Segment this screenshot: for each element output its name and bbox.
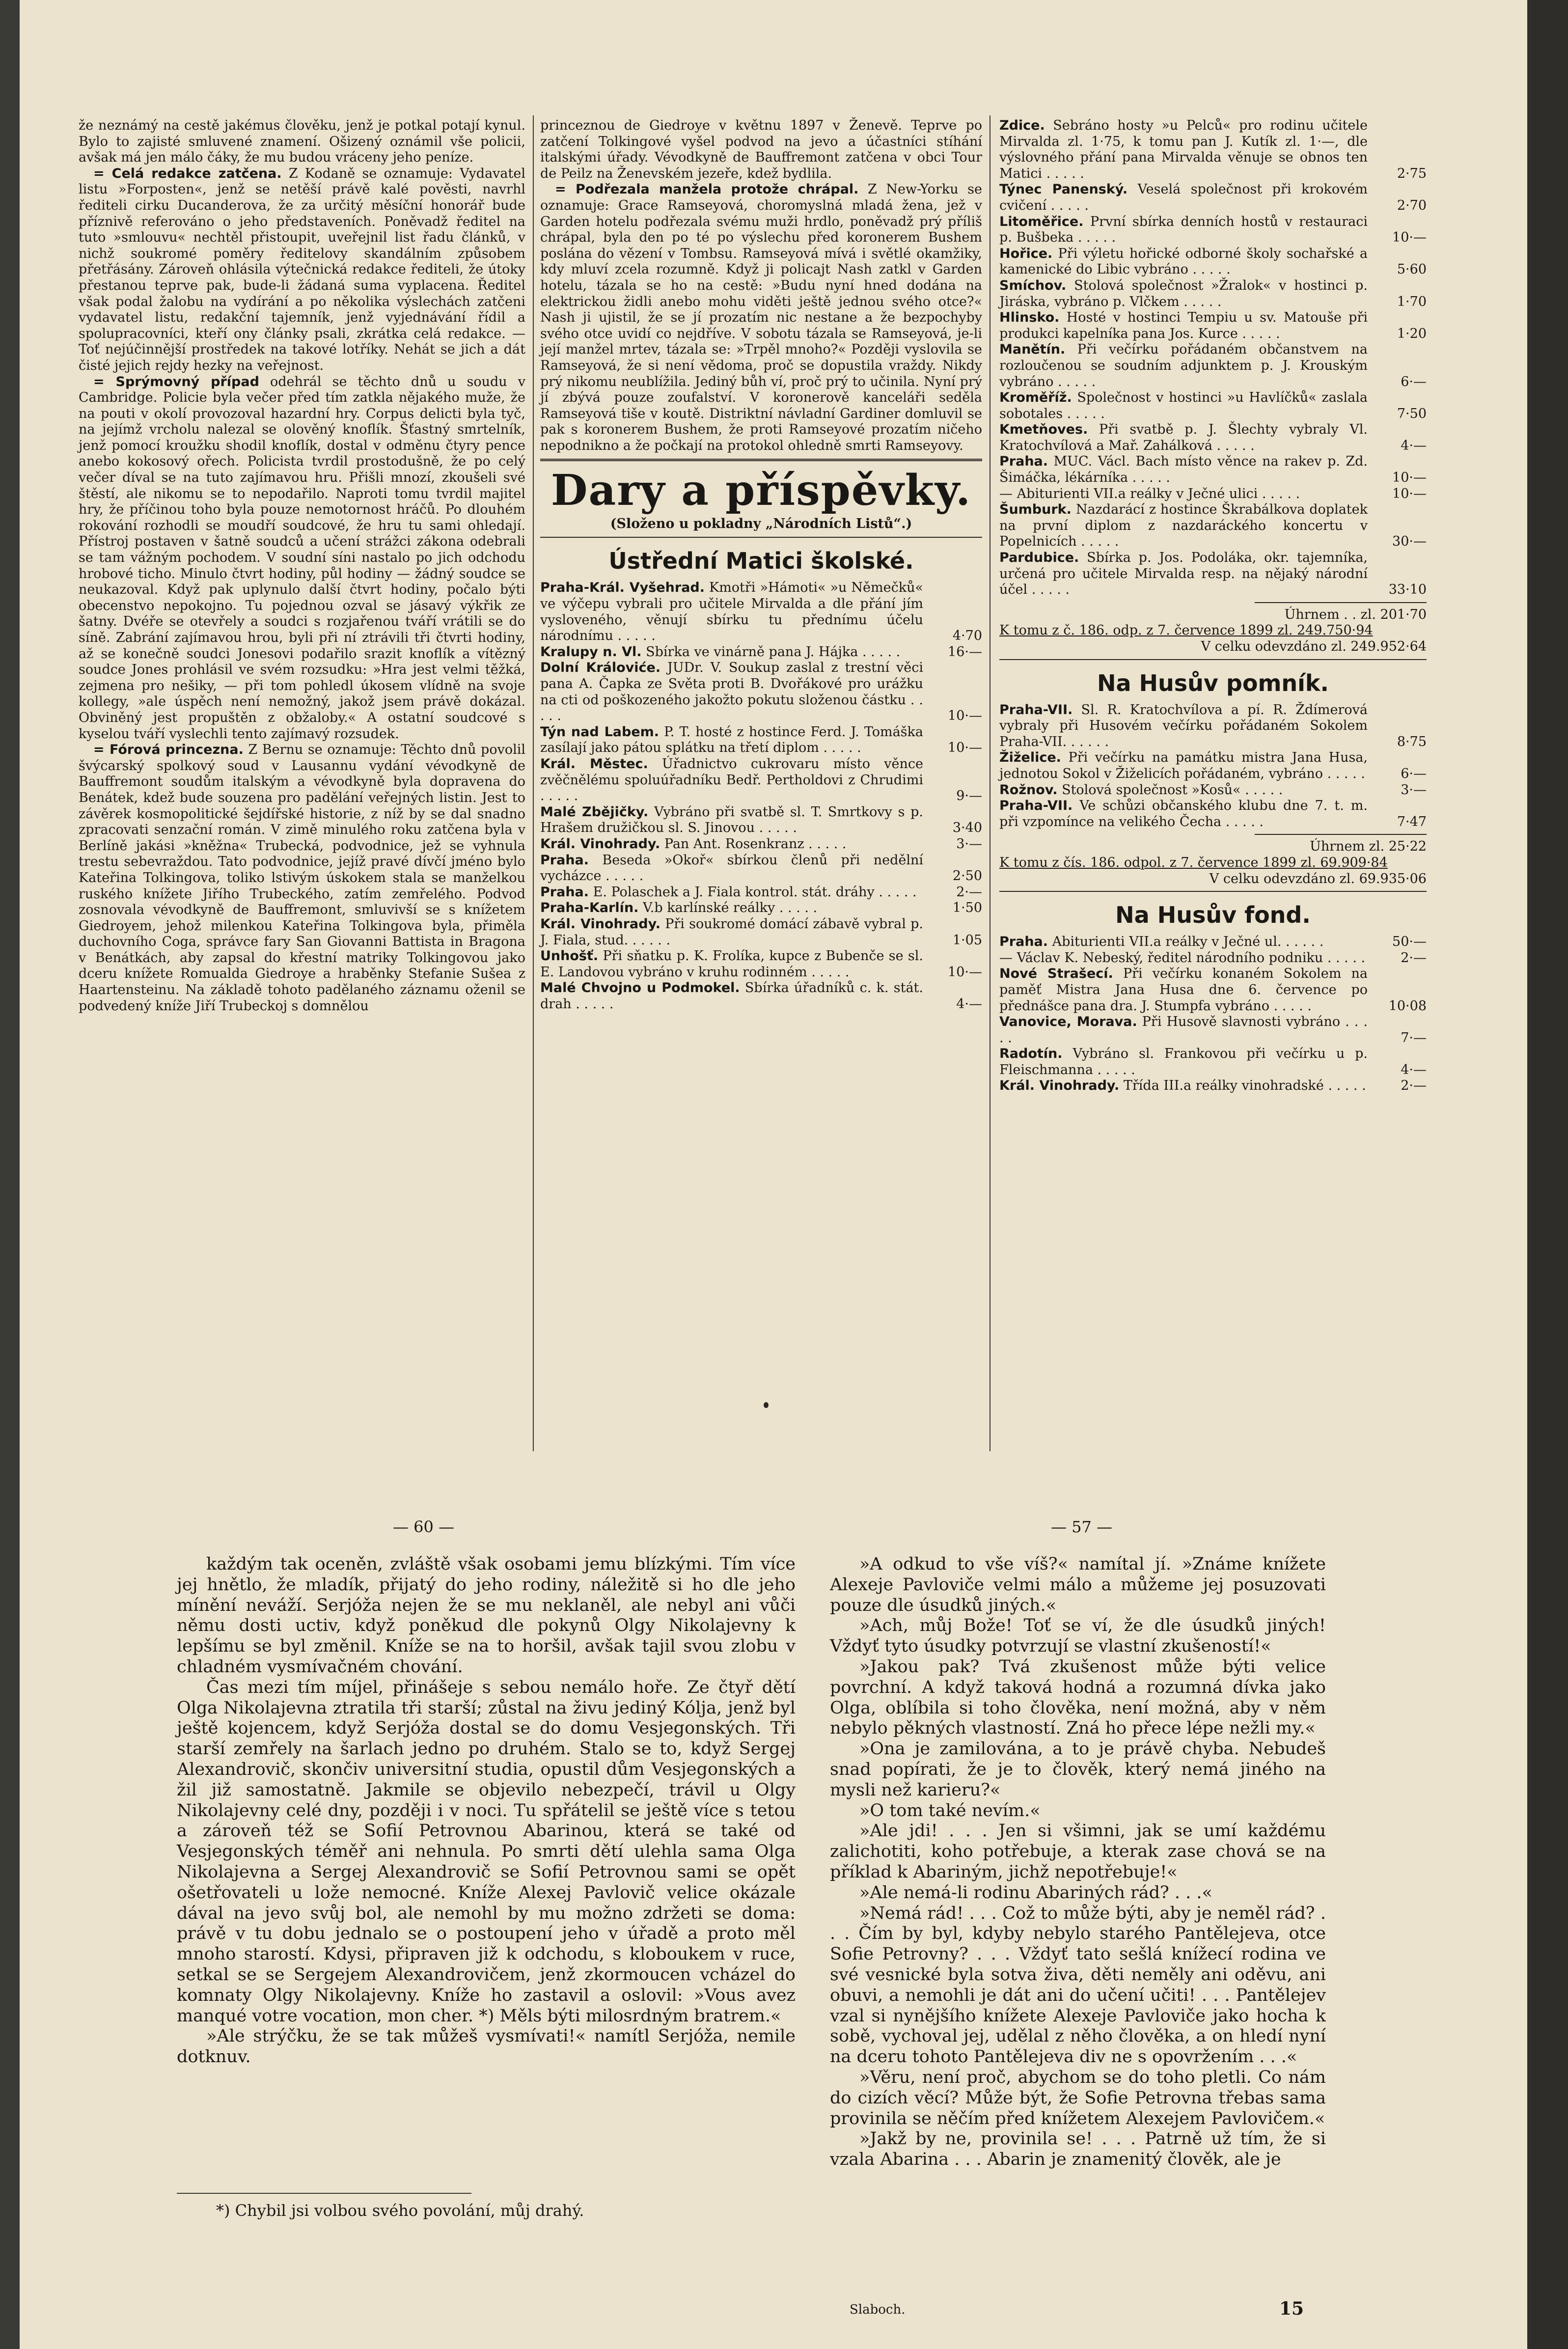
pomnik-total: Úhrnem zl. 25·22 xyxy=(1310,839,1427,855)
donation-amount: 3·— xyxy=(1401,782,1427,798)
donation-description: Abiturienti VII.a reálky v Ječné ul. . . . . . xyxy=(1048,934,1324,950)
donor-place: Vanovice, Morava. xyxy=(999,1014,1137,1030)
donation-description: E. Polaschek a J. Fiala kontrol. stát. dráhy . . . . . xyxy=(589,884,917,900)
donor-place: Praha. xyxy=(540,884,589,900)
article-text: »Ale strýčku, že se tak můžeš vysmívati!« namítl Serjóža, nemile dotknuv. xyxy=(177,2026,796,2067)
pomnik-donation-list xyxy=(999,702,1427,830)
donation-text xyxy=(540,853,923,884)
donation-text xyxy=(540,884,923,901)
donation-entry xyxy=(999,214,1427,246)
article-headline: = Podřezala manžela protože chrápal. xyxy=(555,182,859,197)
donation-text xyxy=(540,836,923,853)
donation-amount: 30·— xyxy=(1392,534,1427,550)
donation-description: Při sňatku p. K. Frolíka, kupce z Bubenče se sl. E. Landovou vybráno v kruhu rodinném . . . . . xyxy=(540,948,923,980)
article-headline: = Celá redakce zatčena. xyxy=(93,166,282,181)
article-text: princeznou de Giedroye v květnu 1897 v Ženevě. Teprve po zatčení Tolkingové vyšel podvod na jevo a účastníci stíhání italskými úřady. Vévodkyně de Bauffremont zatčena v obci Tour de Peilz na Ženevském jezeře, kdež bydlila. xyxy=(540,118,982,181)
donation-text xyxy=(999,1078,1368,1094)
article-text: každým tak oceněn, zvláště však osobami jemu blízkými. Tím více jej hnětlo, že mladík, přijatý do jeho rodiny, náležitě si ho dle jeho mínění neváží. Serjóža nejen že se mu neklaněl, ale nebyl ani vůči němu dosti uctiv, když poněkud dle pokynů Olgy Nikolajevny k lepšímu se byl změnil. Kníže se na to horšil, avšak tajil svou zlobu v chladném vysmívačném chování. xyxy=(177,1554,796,1677)
donor-place: Praha-VII. xyxy=(999,798,1073,814)
donor-place: Pardubice. xyxy=(999,550,1079,566)
donation-description: Při soukromé domácí zábavě vybral p. J. Fiala, stud. . . . . . xyxy=(540,916,923,948)
donation-text xyxy=(540,660,923,724)
donation-entry xyxy=(540,853,982,884)
donation-description: Vybráno při svatbě sl. T. Smrtkovy s p. Hrašem družičkou sl. S. Jinovou . . . . . xyxy=(540,804,924,836)
donation-description: Kmotři »Hámoti« »u Němečků« ve výčepu vybrali pro učitele Mirvalda a dle přání jím vysloveného, věnují sbírku tu přednímu účelu národnímu . . . . . xyxy=(540,580,923,644)
donation-amount: 5·60 xyxy=(1397,262,1427,277)
donation-amount: 10·— xyxy=(948,708,982,724)
donation-entry xyxy=(540,660,982,724)
article-text: »Ale nemá-li rodinu Abariných rád? . . .« xyxy=(859,1882,1212,1903)
donation-entry xyxy=(540,980,982,1012)
novel-paragraph xyxy=(177,1678,796,2027)
donation-entry xyxy=(540,916,982,948)
total-sum: Úhrnem . . zl. 201·70 xyxy=(1284,607,1427,622)
donation-text xyxy=(999,950,1368,967)
article-text: »O tom také nevím.« xyxy=(859,1800,1041,1821)
fond-donation-list xyxy=(999,934,1427,1094)
matice-donation-list-continued xyxy=(999,118,1427,598)
donor-place: Malé Zbějičky. xyxy=(540,804,649,820)
donation-text xyxy=(999,390,1368,422)
article-text: odehrál se těchto dnů u soudu v Cambridge. Policie byla večer před tím zatkla nějakého muže, že na pouti v okolí provozoval hazardní hry. Corpus delicti byla tyč, na jejímž vrcholu nalezal se olověný knoflík. Šťastný smrtelník, jenž pomocí kroužku shodil knoflík, dostal v odměnu čtyry pence anebo kokosový ořech. Policista tvrdil prostodušně, že po celý večer díval se na tuto zajímavou hru. Přišli mnozí, zkoušeli své štěstí, ale nikomu se to nepodařilo. Naproti tomu tvrdil majitel hry, že příčinou toho byla pouze nemotornost hráčů. Po dlouhém rokování rozhodli se moudří soudcové, že hru tu sami ohledají. Přístroj postaven v šatně soudců a učení strážci zákona odebrali se tam vážným pochodem. V soudní síni nastalo po jich odchodu hrobové ticho. Minulo čtvrt hodiny, půl hodiny — žádný soudce se neukazoval. Když pak uplynulo další čtvrt hodiny, počalo býti obecenstvo nepokojno. Tu pojednou ozval se jásavý výkřik ze šatny. Dvéře se otevřely a soudci s rozjařenou tváří vrátili se do síně. Zabrání zajímavou hrou, byli při ní ztrávili tři čtvrti hodiny, až se konečně soudci Jonesovi podařilo srazit knoflík a vítězný soudce Jones prohlásil ve svém rozsudku: »Hra jest velmi těžká, zejmena pro nešiky, — při tom pohledl úkosem vlídně na svoje kollegy, »ale úspěch není nemožný, jakož jsem právě dokázal. Obviněný jest propuštěn z obžaloby.« A ostatní soudcové s kyselou tváří vyslechli tento zajímavý rozsudek. xyxy=(79,374,525,742)
novel-paragraph xyxy=(830,2068,1326,2129)
donation-text xyxy=(540,948,923,980)
donor-place: Zdice. xyxy=(999,118,1045,133)
donation-entry xyxy=(540,580,982,644)
donation-description: Sebráno hosty »u Pelců« pro rodinu učitele Mirvalda zl. 1·75, k tomu pan J. Kutík zl. 1·—, dle výslovného přání pana Mirvalda věnuje se obnos ten Matici . . . . . xyxy=(999,118,1368,181)
article-text: Z New-Yorku se oznamuje: Grace Ramseyová, choromyslná mladá žena, jež v Garden hotelu podřezala svému muži hrdlo, poněvadž prý příliš chrápal, byla den po té po výslechu před koronerem Bushem poslána do vězení v Tombsu. Ramseyová mívá i světlé okamžiky, kdy mluví zcela rozumně. Když ji policajt Nash zatkl v Garden hotelu, tázala se ho na cestě: »Budu nyní hned dodána na elektrickou židli anebo mohu viděti ještě jednou svého otce?« Nash ji ujistil, že se jí prozatím nic nestane a že bezpochyby svého otce uvidí co nejdříve. V sobotu tázala se Ramseyová, je-li její manžel mrtev, tázala se: »Trpěl mnoho?« Později vyslovila se Ramseyová, že si není vědoma, proč se dopustila vraždy. Nikdy prý nikomu neublížila. Jediný bůh ví, proč prý to učinila. Nyní prý jí zbývá pouze zoufalství. V koronerově kanceláři seděla Ramseyová tiše v koutě. Distriktní návladní Gardiner domluvil se pak s koronerem Bushem, že proti Ramseyové prozatím ničeho nepodnikno a že počkají na protokol ohledně smrti Ramseyovy. xyxy=(540,182,982,453)
donation-entry xyxy=(540,884,982,901)
section-rule xyxy=(999,891,1427,892)
donation-description: Sbírka ve vinárně pana J. Hájka . . . . . xyxy=(641,644,901,660)
news-paragraph xyxy=(79,374,525,743)
donation-entry xyxy=(999,246,1427,278)
donation-amount: 7·— xyxy=(1401,1030,1427,1046)
donation-entry xyxy=(999,310,1427,342)
donation-description: Při večírku konaném Sokolem na paměť Mistra Jana Husa dne 6. července po přednášce pana dra. J. Stumpfa vybráno . . . . . xyxy=(999,966,1368,1014)
donor-place: Radotín. xyxy=(999,1046,1063,1062)
donation-entry xyxy=(999,782,1427,799)
donor-place: Rožnov. xyxy=(999,782,1058,798)
donation-description: Pan Ant. Rosenkranz . . . . . xyxy=(660,836,847,852)
donation-description: Veselá společnost při krokovém cvičení . . . . . xyxy=(999,182,1368,213)
donation-text xyxy=(999,422,1368,454)
donation-description: MUC. Václ. Bach místo věnce na rakev p. Zd. Šimáčka, lékárníka . . . . . xyxy=(999,454,1368,486)
donation-entry xyxy=(999,1078,1427,1094)
novel-paragraph xyxy=(830,1904,1326,2068)
section-rule xyxy=(999,659,1427,660)
article-text: Z Bernu se oznamuje: Těchto dnů povolil švýcarský spolkový soud v Lausannu vydání vévodkyně de Bauffremont soudům italským a vévodkyně byla dopravena do Benátek, kdež bude souzena pro padělání veřejných listin. Jest to závěrek kosmopolitické šejdířské historie, z níž by se dal snadno zpracovati senzační román. V zimě minulého roku zatčena byla v Berlíně jakási »kněžna« Trubecká, podvodnice, jež se vyhnula trestu sebevraždou. Tato podvodnice, jejíž pravé dívčí jméno bylo Kateřina Tolkingova, toliko lstivým úskokem stala se manželkou ruského knížete Jiřího Trubeckého, zatím zemřelého. Podvod zosnovala vévodkyně de Bauffremont, smluvivší se s knížetem Giedroyem, jehož milenkou Kateřina Tolkingova byla, přiměla duchovního Coga, správce fary San Giovanni Battista in Bragona v Benátkách, aby zapsal do křestní matriky Tolkingovou jako dceru knížete Romualda Giedroye a hraběnky Stefanie Sušea z Haartensteinu. Na základě tohoto padělaného záznamu oženil se podvedený kníže Jiří Trubeckoj s domnělou xyxy=(79,742,526,1014)
donation-amount: 4·70 xyxy=(952,628,982,644)
donation-description: — Abiturienti VII.a reálky v Ječné ulici . . . . . xyxy=(999,486,1300,501)
donation-description: Při svatbě p. J. Šlechty vybraly Vl. Kratochvílová a Mař. Zahálková . . . . . xyxy=(999,422,1368,453)
donation-amount: 2·— xyxy=(1401,1078,1427,1094)
donation-text xyxy=(999,502,1368,550)
donation-text xyxy=(999,342,1368,390)
donation-entry xyxy=(999,422,1427,454)
right-page-number: — 57 — xyxy=(1051,1518,1113,1536)
novel-paragraph xyxy=(830,1554,1326,1616)
donor-place: Král. Vinohrady. xyxy=(540,836,660,852)
donation-description: Hosté v hostinci Tempiu u sv. Matouše při produkci kapelníka pana Jos. Kurce . . . . . xyxy=(999,310,1368,341)
donations-column-3 xyxy=(999,118,1427,1094)
scanned-page xyxy=(20,0,1547,2349)
donor-place: Týnec Panenský. xyxy=(999,182,1128,197)
donor-place: Praha. xyxy=(999,934,1048,950)
donor-place: Litoměřice. xyxy=(999,214,1084,229)
donation-description: Ve schůzi občanského klubu dne 7. t. m. při vzpomínce na velikého Čecha . . . . . xyxy=(999,798,1368,829)
donation-text xyxy=(999,246,1368,278)
sheet-number: 15 xyxy=(1279,2298,1304,2319)
novel-paragraph xyxy=(830,1821,1326,1882)
article-text: »Ale jdi! . . . Jen si všimni, jak se umí každému zalichotiti, koho potřebuje, a kterak zase chová se na příklad k Abariným, jichž nepotřebuje!« xyxy=(830,1821,1326,1882)
donation-description: První sbírka denních hostů v restauraci p. Bušbeka . . . . . xyxy=(999,214,1368,246)
donor-place: Hlinsko. xyxy=(999,310,1060,326)
donation-entry xyxy=(999,182,1427,214)
donation-description: Sl. R. Kratochvílova a pí. R. Ždímerová vybraly při Husovém večírku pořádaném Sokolem Praha-VII. . . . . . xyxy=(999,702,1368,749)
donation-text xyxy=(540,724,923,756)
donation-amount: 3·— xyxy=(956,836,982,852)
donation-entry xyxy=(540,804,982,836)
donation-text xyxy=(999,702,1368,750)
article-headline: = Fórová princezna. xyxy=(93,742,244,758)
donation-description: Úřadnictvo cukrovaru místo věnce zvěčnělému spoluúřadníku Bedř. Pertholdovi z Chrudimi . . . . . xyxy=(540,756,923,804)
matice-donation-list xyxy=(540,580,982,1012)
donation-amount: 10·— xyxy=(1392,230,1427,246)
donor-place: Manětín. xyxy=(999,342,1066,358)
donation-entry xyxy=(540,724,982,756)
donation-text xyxy=(999,214,1368,246)
ink-spot xyxy=(764,1402,769,1408)
donation-description: P. T. hosté z hostince Ferd. J. Tomáška zasílají jako pátou splátku na třetí diplom . . . . . xyxy=(540,724,923,756)
donor-place: Král. Městec. xyxy=(540,756,648,772)
donation-amount: 10·— xyxy=(1392,470,1427,486)
donation-amount: 1·50 xyxy=(952,900,982,916)
grand-total: V celku odevzdáno zl. 249.952·64 xyxy=(1201,639,1427,654)
donor-place: Praha-Král. Vyšehrad. xyxy=(540,580,705,596)
article-text: »Ona je zamilována, a to je právě chyba. Nebudeš snad popírati, že je to člověk, který nemá jiného na mysli než karieru?« xyxy=(830,1739,1326,1800)
donation-amount: 50·— xyxy=(1392,934,1427,950)
article-text: že neznámý na cestě jakémus člověku, jenž je potkal potají kynul. Bylo to zajisté smluvené znamení. Ošizený oznámil vše policii, avšak má jen málo čáky, že mu budou vráceny jeho peníze. xyxy=(79,118,525,166)
donation-description: Při večírku na památku mistra Jana Husa, jednotou Sokol v Žiželicích pořádaném, vybráno . . . . . xyxy=(999,750,1368,781)
donation-description: Beseda »Okoř« sbírkou členů při nedělní vycházce . . . . . xyxy=(540,852,923,884)
donation-text xyxy=(999,782,1368,799)
section-rule xyxy=(540,537,982,538)
donation-entry xyxy=(540,644,982,661)
article-text: »Ach, můj Bože! Toť se ví, že dle úsudků jiných! Vždyť tyto úsudky potvrzují se vlastní zkušeností!« xyxy=(830,1616,1326,1657)
donation-description: Při Husově slavnosti vybráno . . . . . xyxy=(999,1014,1368,1046)
donation-description: Vybráno sl. Frankovou při večírku u p. Fleischmanna . . . . . xyxy=(999,1046,1368,1078)
donation-entry xyxy=(540,756,982,804)
pomnik-grand-total: V celku odevzdáno zl. 69.935·06 xyxy=(1209,871,1427,886)
donation-text xyxy=(999,934,1368,950)
donation-description: Stolová společnost »Kosů« . . . . . xyxy=(1057,782,1283,798)
donation-amount: 4·— xyxy=(1401,1062,1427,1078)
total-rule xyxy=(1255,834,1427,835)
donation-amount: 10·— xyxy=(948,740,982,756)
donation-entry xyxy=(999,278,1427,310)
donor-place: Nové Strašecí. xyxy=(999,966,1113,982)
news-paragraph xyxy=(540,182,982,454)
donation-amount: 10·08 xyxy=(1388,998,1427,1014)
donation-amount: 3·40 xyxy=(952,820,982,836)
novel-paragraph xyxy=(830,1657,1326,1739)
donation-text xyxy=(999,798,1368,830)
donation-description: Sbírka úřadníků c. k. stát. drah . . . . . xyxy=(540,980,923,1012)
novel-paragraph xyxy=(830,2129,1326,2170)
article-text: »Jakž by ne, provinila se! . . . Patrně už tím, že si vzala Abarina . . . Abarin je znamenitý člověk, ale je xyxy=(830,2129,1326,2170)
donation-text xyxy=(999,182,1368,214)
donation-text xyxy=(999,486,1368,502)
donation-text xyxy=(540,644,923,661)
donation-amount: 8·75 xyxy=(1397,734,1427,749)
donation-description: Stolová společnost »Žralok« v hostinci p. Jiráska, vybráno p. Vlčkem . . . . . xyxy=(999,277,1368,309)
pomnik-carried-over: K tomu z čís. 186. odpol. z 7. července 1899 zl. 69.909·84 xyxy=(999,855,1388,870)
footnote-rule xyxy=(177,2193,471,2194)
pomnik-heading: Na Husův pomník. xyxy=(1097,669,1329,696)
donor-place: Hořice. xyxy=(999,246,1053,261)
donation-text xyxy=(540,804,923,836)
signature-mark: Slaboch. xyxy=(850,2302,906,2317)
novel-paragraph xyxy=(177,2026,796,2068)
footnote: *) Chybil jsi volbou svého povolání, můj drahý. xyxy=(216,2201,584,2220)
donation-text xyxy=(999,454,1368,486)
news-paragraph xyxy=(79,166,525,374)
donor-place: Šumburk. xyxy=(999,502,1072,518)
donor-place: Unhošť. xyxy=(540,948,599,964)
donor-place: Žiželice. xyxy=(999,750,1061,766)
donation-amount: 7·50 xyxy=(1397,406,1427,421)
donation-entry xyxy=(999,502,1427,550)
fond-heading: Na Husův fond. xyxy=(1115,902,1311,929)
donor-place: Kroměříž. xyxy=(999,390,1072,406)
donation-amount: 4·— xyxy=(956,996,982,1012)
donation-description: Sbírka p. Jos. Podoláka, okr. tajemníka, určená pro učitele Mirvalda resp. na nějaký národní účel . . . . . xyxy=(999,550,1368,598)
matice-heading: Ústřední Matici školské. xyxy=(608,548,914,575)
donor-place: Malé Chvojno u Podmokel. xyxy=(540,980,740,996)
donor-place: Král. Vinohrady. xyxy=(999,1078,1120,1094)
news-paragraph xyxy=(79,118,525,166)
donation-amount: 4·— xyxy=(1401,438,1427,453)
novel-paragraph xyxy=(830,1801,1326,1822)
article-text: »A odkud to vše víš?« namítal jí. »Známe knížete Alexeje Pavloviče velmi málo a můžeme jej posuzovati pouze dle úsudků jiných.« xyxy=(830,1554,1326,1615)
donation-entry xyxy=(999,1046,1427,1078)
donor-place: Praha. xyxy=(540,852,589,868)
donor-place: Dolní Královiće. xyxy=(540,660,661,676)
donation-text xyxy=(999,1046,1368,1078)
donation-amount: 1·20 xyxy=(1397,326,1427,341)
donor-place: Praha-VII. xyxy=(999,702,1073,718)
donation-amount: 2·50 xyxy=(952,868,982,884)
donor-place: Smíchov. xyxy=(999,277,1067,293)
donation-description: Při výletu hořické odborné školy sochařské a kamenické do Libic vybráno . . . . . xyxy=(999,246,1368,277)
donation-description: Při večírku pořádaném občanstvem na rozloučenou se soudním adjunktem p. J. Krouským vybráno . . . . . xyxy=(999,342,1368,389)
donation-description: V.b karlínské reálky . . . . . xyxy=(638,900,818,916)
donation-text xyxy=(999,550,1368,598)
donation-text xyxy=(540,756,923,804)
novel-paragraph xyxy=(830,1739,1326,1800)
article-text: Čas mezi tím míjel, přinášeje s sebou nemálo hoře. Ze čtyř dětí Olga Nikolajevna ztratila tři starší; zůstal na živu jediný Kólja, jenž byl ještě kojencem, když Serjóža dostal se do domu Vesjegonských. Tři starší zemřely na šarlach jedno po druhém. Stalo se to, když Sergej Alexandrovič, skončiv universitní studia, opustil dům Vesjegonských a žil již samostatně. Jakmile se objevilo nebezpečí, trávil u Olgy Nikolajevny celé dny, později i v noci. Tu spřátelil se ještě více s tetou a zároveň též se Sofií Petrovnou Abarinou, která se také od Vesjegonských téměř ani nehnula. Po smrti dětí ulehla sama Olga Nikolajevna a Sergej Alexandrovič se Sofií Petrovnou sami se opět ošetřovateli u lože nemocné. Kníže Alexej Pavlovič velice okázale dával na jevo svůj bol, ale nemohl by mu možno zdržeti se doma: právě v tu dobu jednalo se o postoupení jeho v úřadě a proto měl mnoho starostí. Kdysi, připraven již k odchodu, s kloboukem v ruce, setkal se se Sergejem Alexandrovičem, jenž zkormoucen vcházel do komnaty Olgy Nikolajevny. Kníže ho zastavil a oslovil: »Vous avez manqué votre vocation, mon cher. *) Měls býti milosrdným bratrem.« xyxy=(177,1677,796,2026)
donation-description: JUDr. V. Soukup zaslal z trestní věci pana A. Čapka ze Světa proti B. Dvořákové pro urážku na cti od poškozeného jakožto pokutu složenou částku . . . . . xyxy=(540,660,923,724)
donation-description: Společnost v hostinci »u Havlíčků« zaslala sobotales . . . . . xyxy=(999,390,1368,421)
total-rule xyxy=(1255,602,1427,603)
donor-place: Král. Vinohrady. xyxy=(540,916,660,932)
donation-amount: 2·70 xyxy=(1397,197,1427,213)
donation-entry xyxy=(999,1014,1427,1046)
donation-amount: 10·— xyxy=(948,964,982,980)
donation-amount: 1·05 xyxy=(952,932,982,948)
donor-place: Praha-Karlín. xyxy=(540,900,639,916)
left-book-page-text xyxy=(177,1554,796,2068)
donor-place: Kmetňoves. xyxy=(999,422,1088,438)
donation-entry xyxy=(999,118,1427,182)
binding-gutter xyxy=(1527,0,1568,2349)
news-column-1 xyxy=(79,118,525,1014)
carried-over-sum: K tomu z č. 186. odp. z 7. července 1899 zl. 249.750·94 xyxy=(999,623,1373,638)
donor-place: Kralupy n. Vl. xyxy=(540,644,642,660)
donation-text xyxy=(540,900,923,916)
donation-amount: 1·70 xyxy=(1397,294,1427,309)
donation-entry xyxy=(999,950,1427,967)
donation-text xyxy=(540,580,923,644)
donation-entry xyxy=(999,454,1427,486)
donation-entry xyxy=(999,550,1427,598)
article-text: »Věru, není proč, abychom se do toho pletli. Co nám do cizích věcí? Může být, že Sofie Petrovna třebas sama provinila se něčím před knížetem Alexejem Pavlovičem.« xyxy=(830,2067,1326,2128)
novel-paragraph xyxy=(830,1616,1326,1657)
donation-entry xyxy=(540,948,982,980)
donation-entry xyxy=(999,798,1427,830)
donation-entry xyxy=(540,836,982,853)
donation-amount: 2·— xyxy=(1401,950,1427,966)
donation-amount: 7·47 xyxy=(1397,814,1427,829)
donation-entry xyxy=(999,342,1427,390)
donation-entry xyxy=(999,486,1427,502)
donation-text xyxy=(540,980,923,1012)
article-text: »Nemá rád! . . . Což to může býti, aby je neměl rád? . . . Čím by byl, kdyby nebylo starého Pantělejeva, otce Sofie Petrovny? . . . Vždyť tato sešlá knížecí rodina ve své vesnické byla sotva živa, děti neměly ani oděvu, ani obuvi, a nemohli je dát ani do učení učiti! . . . Pantělejev vzal si nynějšího knížete Alexeje Pavloviče jako hocha k sobě, vychoval jej, udělal z něho člověka, a on hledí nyní na dceru tohoto Pantělejeva div ne s opovržením . . .« xyxy=(830,1903,1326,2067)
article-text: »Jakou pak? Tvá zkušenost může býti velice povrchní. A když taková hodná a rozumná dívka jako Olga, oblíbila si toho člověka, není možná, aby v něm nebylo pěkných vlastností. Zná ho přece lépe nežli my.« xyxy=(830,1657,1326,1739)
donation-text xyxy=(999,278,1368,310)
donation-entry xyxy=(999,966,1427,1014)
donation-amount: 9·— xyxy=(956,788,982,804)
donation-text xyxy=(999,310,1368,342)
donations-subtitle: (Složeno u pokladny „Národních Listů“.) xyxy=(610,516,912,532)
novel-paragraph xyxy=(830,1883,1326,1904)
column-divider xyxy=(533,115,534,1451)
donation-amount: 6·— xyxy=(1401,374,1427,389)
donation-amount: 16·— xyxy=(948,644,982,660)
news-paragraph xyxy=(79,742,525,1014)
donation-text xyxy=(999,966,1368,1014)
section-rule xyxy=(540,459,982,461)
donation-amount: 6·— xyxy=(1401,766,1427,781)
donation-amount: 2·75 xyxy=(1397,166,1427,181)
donation-text xyxy=(999,750,1368,782)
donation-entry xyxy=(999,390,1427,422)
donation-text xyxy=(999,118,1368,182)
article-headline: = Sprýmovný případ xyxy=(93,374,259,389)
donor-place: Praha. xyxy=(999,454,1048,470)
news-paragraph xyxy=(540,118,982,182)
novel-paragraph xyxy=(177,1554,796,1678)
article-text: Z Kodaně se oznamuje: Vydavatel listu »Forposten«, jenž se netěší právě kalé pověsti, navrhl řediteli cirku Ducanderova, že za určitý měsíční honorář bude příznivě referováno o jeho představeních. Poněvadž ředitel na tuto »smlouvu« nechtěl přistoupit, uveřejnil list řadu článků, v nichž soukromé poměry ředitelovy skandálním způsobem přetřásány. Zároveň ohlásila výtečnická redakce řediteli, že útoky přestanou teprve pak, bude-li žádaná suma vyplacena. Ředitel však podal žalobu na vydírání a po několika výslechách zatčeni vydavatel listu, redakční tajemník, jenž vyjednávání řídil a spolupracovníci, kteří ony články psali, zkrátka celá redakce. — Toť nejúčinnější prostředek na takové lotříky. Nehát se jich a dát čisté jejich rejdy hezky na veřejnost. xyxy=(79,166,525,373)
donation-entry xyxy=(540,900,982,916)
column-2-articles xyxy=(540,118,982,454)
donation-entry xyxy=(999,934,1427,950)
donations-heading: Dary a příspěvky. xyxy=(550,466,972,516)
donation-amount: 2·— xyxy=(956,884,982,900)
donation-description: Nazdarácí z hostince Škrabálkova doplatek na první diplom z nazdaráckého koncertu v Popelnicích . . . . . xyxy=(999,502,1368,550)
donation-text xyxy=(999,1014,1368,1046)
news-column-2 xyxy=(540,118,982,1013)
donation-description: — Václav K. Nebeský, ředitel národního podniku . . . . . xyxy=(999,950,1366,966)
right-book-page-text xyxy=(830,1554,1326,2170)
donation-entry xyxy=(999,750,1427,782)
donation-amount: 33·10 xyxy=(1388,582,1427,598)
donation-amount: 10·— xyxy=(1392,486,1427,501)
donation-description: Třída III.a reálky vinohradské . . . . . xyxy=(1119,1078,1366,1094)
left-page-number: — 60 — xyxy=(393,1518,455,1536)
donation-text xyxy=(540,916,923,948)
donation-entry xyxy=(999,702,1427,750)
donor-place: Týn nad Labem. xyxy=(540,724,660,740)
